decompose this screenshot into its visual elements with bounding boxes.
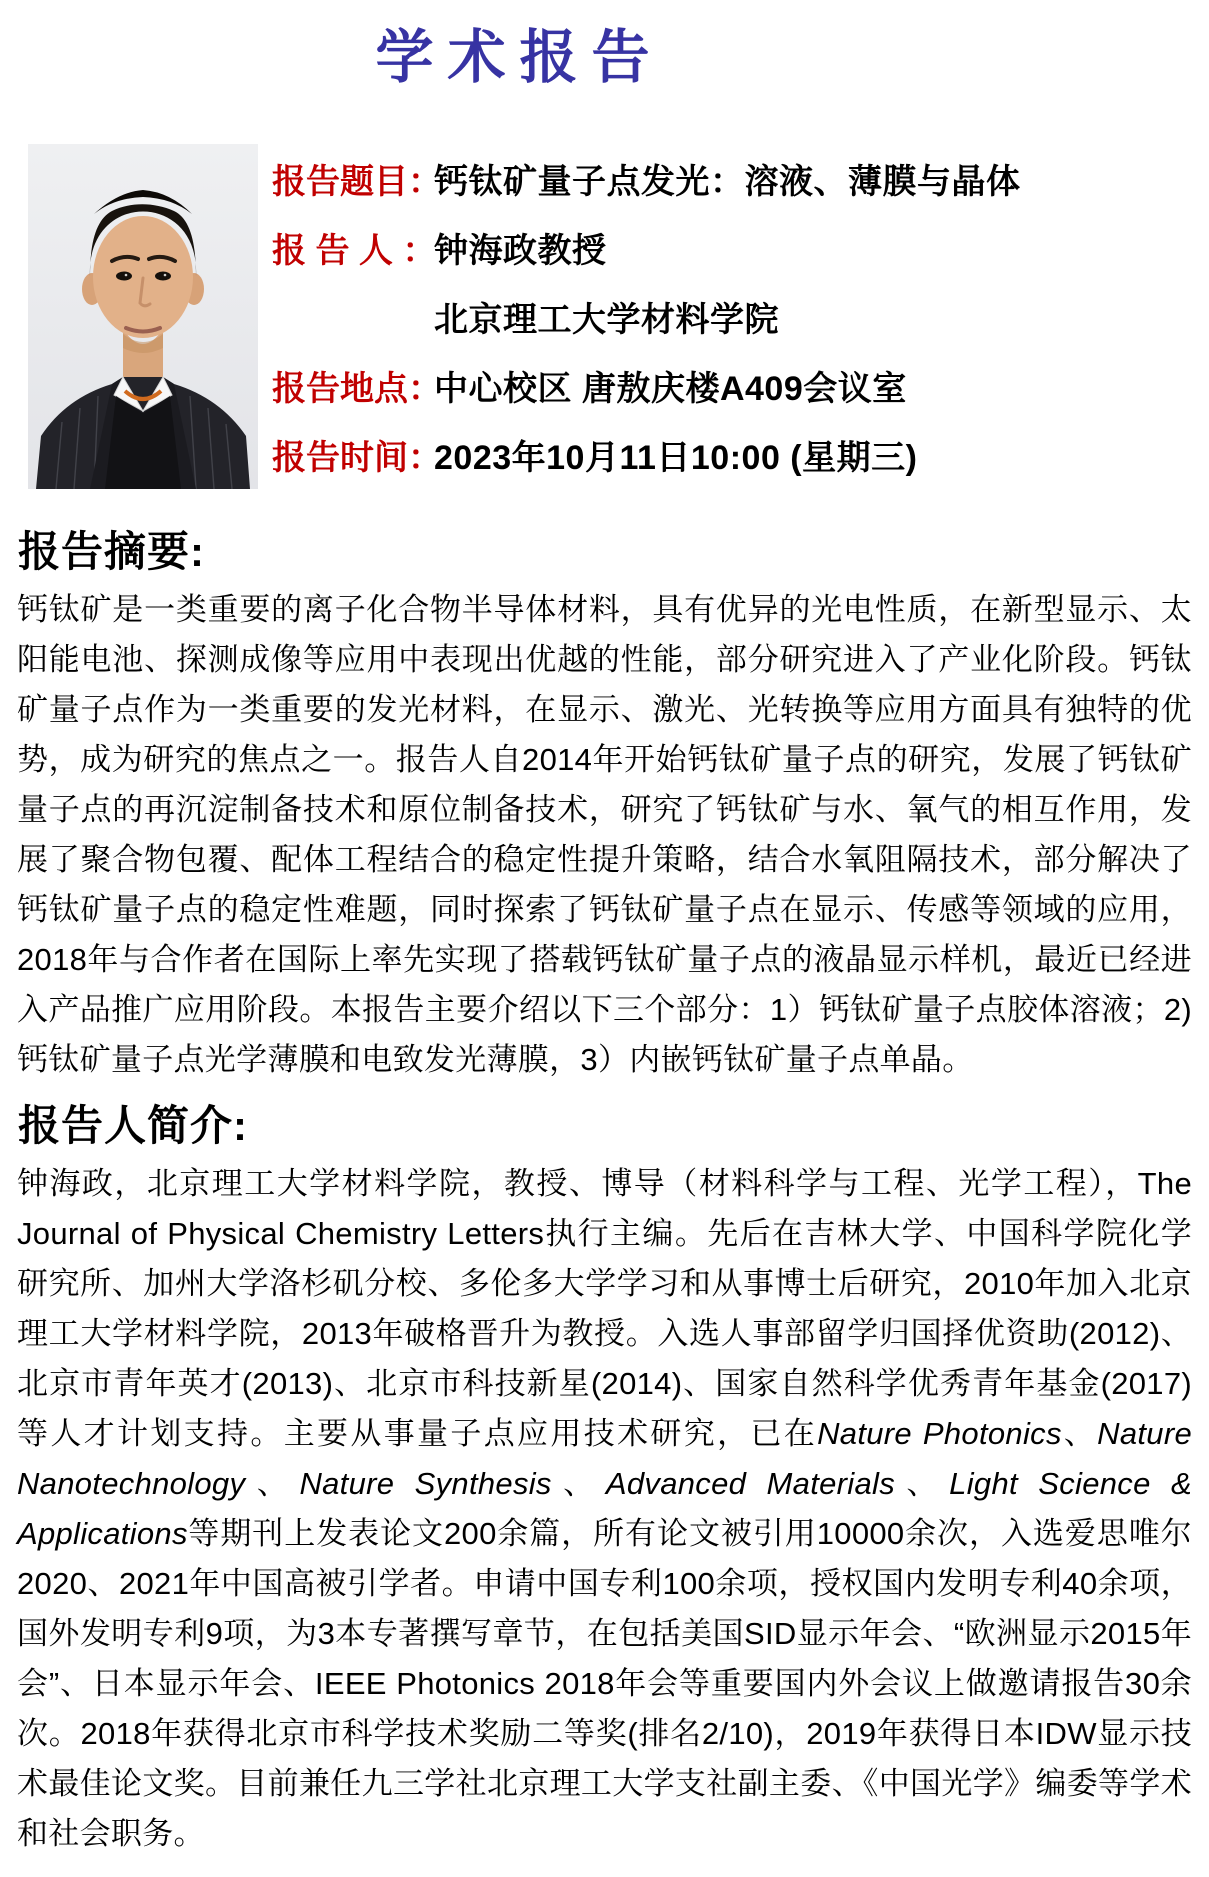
info-row-label: 报告时间： <box>272 438 442 477</box>
journal-name: Light Science & Applications <box>17 1465 1192 1551</box>
bio-text-segment: 、 <box>1061 1415 1098 1451</box>
speaker-photo <box>28 144 258 489</box>
info-row-value: 2023年10月11日10:00 (星期三) <box>434 438 918 477</box>
info-row-label: 报告地点： <box>272 369 442 408</box>
bio-text-segment: 等期刊上发表论文200余篇，所有论文被引用10000余次，入选爱思唯尔2020、2021年中国高被引学者。申请中国专利100余项，授权国内发明专利40余项，国外发明专利9项，为3本专著撰写章节，在包括美国SID显示年会、“欧洲显示2015年会”、日本显示年会、IEEE Photonics 2018年会等重要国内外会议上做邀请报告30余次。2018年获得北京市科学技术奖励二等奖(排名2/10)，2019年获得日本IDW显示技术最佳论文奖。目前兼任九三学社北京理工大学支社副主委、《中国光学》编委等学术和社会职务。 <box>17 1515 1192 1851</box>
info-row <box>272 213 1209 282</box>
journal-name: Advanced Materials <box>605 1465 895 1501</box>
info-row-label: 报告题目： <box>272 162 442 201</box>
abstract-body: 钙钛矿是一类重要的离子化合物半导体材料，具有优异的光电性质，在新型显示、太阳能电池、探测成像等应用中表现出优越的性能，部分研究进入了产业化阶段。钙钛矿量子点作为一类重要的发光材料，在显示、激光、光转换等应用方面具有独特的优势，成为研究的焦点之一。报告人自2014年开始钙钛矿量子点的研究，发展了钙钛矿量子点的再沉淀制备技术和原位制备技术，研究了钙钛矿与水、氧气的相互作用，发展了聚合物包覆、配体工程结合的稳定性提升策略，结合水氧阻隔技术，部分解决了钙钛矿量子点的稳定性难题，同时探索了钙钛矿量子点在显示、传感等领域的应用，2018年与合作者在国际上率先实现了搭载钙钛矿量子点的液晶显示样机，最近已经进入产品推广应用阶段。本报告主要介绍以下三个部分：1）钙钛矿量子点胶体溶液；2) 钙钛矿量子点光学薄膜和电致发光薄膜，3）内嵌钙钛矿量子点单晶。 <box>17 591 1192 1077</box>
info-row-value: 北京理工大学材料学院 <box>434 300 779 339</box>
lecture-announcement-page <box>0 23 1209 1859</box>
info-row <box>272 282 1209 351</box>
speaker-info-section <box>28 144 1209 489</box>
bio-text-segment: 、 <box>245 1465 300 1501</box>
info-row-label: 报 告 人 ： <box>272 231 437 270</box>
speaker-portrait-image <box>28 144 258 489</box>
report-info-list <box>272 144 1209 489</box>
bio-text-segment: 、 <box>895 1465 950 1501</box>
journal-name: Nature Photonics <box>817 1415 1062 1451</box>
bio-text-segment: 、 <box>551 1465 606 1501</box>
bio-text-segment: 钟海政，北京理工大学材料学院，教授、博导（材料科学与工程、光学工程），The Journal of Physical Chemistry Letters执行主编。先后在吉林大学、中国科学院化学研究所、加州大学洛杉矶分校、多伦多大学学习和从事博士后研究，2010年加入北京理工大学材料学院，2013年破格晋升为教授。入选人事部留学归国择优资助(2012)、北京市青年英才(2013)、北京市科技新星(2014)、国家自然科学优秀青年基金(2017)等人才计划支持。主要从事量子点应用技术研究，已在 <box>17 1165 1192 1451</box>
info-row <box>272 420 1209 489</box>
info-row <box>272 144 1209 213</box>
journal-name: Nature Synthesis <box>299 1465 552 1501</box>
bio-heading: 报告人简介: <box>18 1101 248 1149</box>
info-row-value: 钟海政教授 <box>434 231 607 270</box>
journal-name: Nature Nanotechnology <box>17 1415 1192 1501</box>
page-title: 学术报告 <box>375 23 664 91</box>
abstract-heading: 报告摘要: <box>18 527 205 575</box>
info-row <box>272 351 1209 420</box>
bio-body <box>17 1159 1192 1859</box>
info-row-value: 中心校区 唐敖庆楼A409会议室 <box>434 369 907 408</box>
info-row-value: 钙钛矿量子点发光：溶液、薄膜与晶体 <box>434 162 1021 201</box>
